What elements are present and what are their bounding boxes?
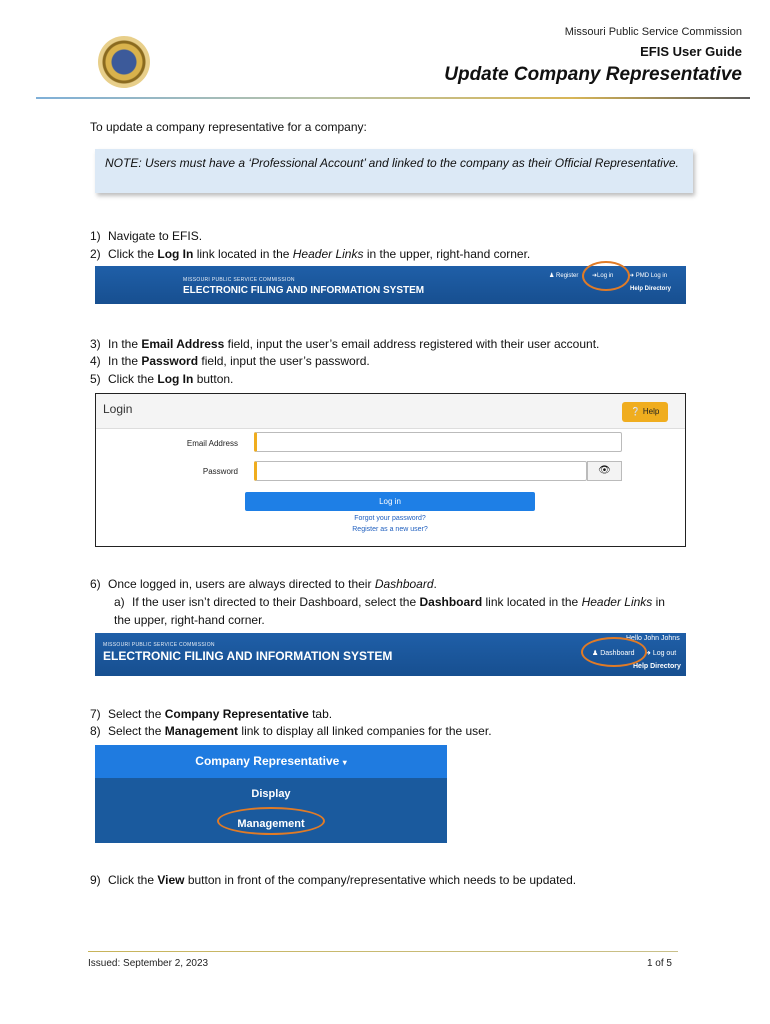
step-1: 1) Navigate to EFIS. (90, 229, 203, 243)
step-6a: a) If the user isn’t directed to their Dashboard, select the Dashboard link located in the Header Links in the upper, right-hand corner. (114, 595, 665, 627)
note-callout: NOTE: Users must have a ‘Professional Account’ and linked to the company as their Official Representative. (95, 149, 693, 193)
efis-header-banner-login (95, 266, 686, 304)
step-8: 8) Select the Management link to display all linked companies for the user. (90, 724, 492, 738)
footer-page-number: 1 of 5 (646, 958, 672, 969)
step-2: 2) Click the Log In link located in the Header Links in the upper, right-hand corner. (90, 247, 531, 261)
header-divider (36, 97, 750, 99)
banner-org-small: MISSOURI PUBLIC SERVICE COMMISSION (103, 642, 215, 648)
step-7: 7) Select the Company Representative tab. (90, 707, 333, 721)
banner-org-small: MISSOURI PUBLIC SERVICE COMMISSION (183, 277, 295, 283)
step-9: 9) Click the View button in front of the company/representative which needs to be updated. (90, 873, 577, 887)
highlight-ellipse (217, 807, 325, 835)
company-representative-tab[interactable]: Company Representative ▾ (95, 745, 447, 778)
login-title: Login (103, 402, 133, 416)
step-6: 6) Once logged in, users are always directed to their Dashboard. (90, 577, 437, 591)
help-directory-link[interactable]: Help Directory (630, 286, 672, 292)
step-5: 5) Click the Log In button. (90, 372, 234, 386)
step-3: 3) In the Email Address field, input the user’s email address registered with their user account. (90, 337, 600, 351)
eye-slash-icon[interactable]: 👁 (587, 461, 622, 481)
display-menu-item[interactable]: Display (251, 788, 291, 800)
user-plus-icon: ♟ (549, 273, 557, 279)
users-icon: ♟ (592, 650, 601, 657)
caret-down-icon: ▾ (342, 758, 347, 767)
header-organization: Missouri Public Service Commission (564, 26, 742, 38)
register-new-user-link[interactable]: Register as a new user? (352, 526, 428, 533)
login-header (96, 394, 685, 429)
company-representative-menu (95, 745, 447, 843)
step-4: 4) In the Password field, input the user’s password. (90, 354, 370, 368)
highlight-ellipse (582, 261, 630, 291)
footer-issued-date: Issued: September 2, 2023 (88, 958, 209, 969)
register-link[interactable]: ♟ Register (549, 273, 579, 279)
email-label: Email Address (186, 439, 238, 448)
footer-divider (88, 951, 678, 952)
sign-in-icon: ➜ (592, 273, 598, 279)
login-button[interactable]: Log in (245, 492, 535, 511)
highlight-ellipse (581, 637, 647, 667)
password-input[interactable] (254, 461, 587, 481)
banner-system-name: ELECTRONIC FILING AND INFORMATION SYSTEM (183, 285, 425, 296)
sign-out-icon: ➜ (645, 650, 653, 657)
question-circle-icon: ❔ (630, 407, 641, 416)
help-directory-link[interactable]: Help Directory (633, 663, 681, 670)
sign-in-icon: ➜ (629, 273, 636, 279)
pmd-login-link[interactable]: ➜ PMD Log in (629, 273, 668, 279)
header-guide-name: EFIS User Guide (640, 44, 742, 59)
banner-system-name: ELECTRONIC FILING AND INFORMATION SYSTEM (103, 649, 393, 663)
dashboard-link[interactable]: ♟ Dashboard (592, 650, 635, 657)
intro-text: To update a company representative for a company: (90, 120, 367, 134)
hello-user-text: Hello John Johns (626, 635, 680, 642)
login-form-screenshot (95, 393, 686, 547)
management-menu-item[interactable]: Management (237, 818, 305, 830)
login-link[interactable]: ➜Log in (592, 273, 614, 279)
efis-header-banner-dashboard (95, 633, 686, 676)
email-input[interactable] (254, 432, 622, 452)
logout-link[interactable]: ➜ Log out (645, 650, 677, 657)
forgot-password-link[interactable]: Forgot your password? (354, 515, 426, 522)
password-label: Password (202, 467, 238, 476)
help-button[interactable]: ❔ Help (622, 402, 668, 422)
missouri-seal-logo (98, 36, 150, 88)
page-title: Update Company Representative (444, 64, 742, 85)
dropdown-body (95, 778, 447, 843)
